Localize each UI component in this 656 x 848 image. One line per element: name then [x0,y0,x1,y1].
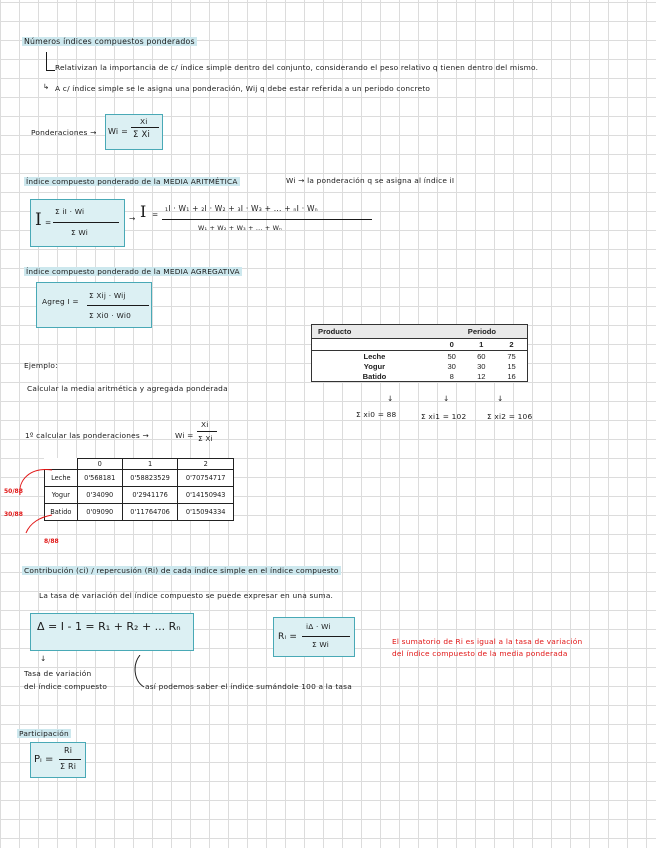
ejemplo-step: 1º calcular las ponderaciones → [25,431,149,440]
sum-period-0: Σ xi0 = 88 [356,410,397,419]
media-agregativa-heading: Índice compuesto ponderado de la MEDIA AGREGATIVA [26,267,240,276]
participacion-den: Σ Ri [60,762,77,771]
bullet-bracket [46,52,55,71]
table-row: Leche 0'568181 0'58823529 0'70754717 [45,470,234,487]
red-note-1: El sumatorio de Ri es igual a la tasa de variación [392,637,583,646]
participacion-formula-box [30,742,86,778]
side-frac-leche: 50/88 [4,488,23,495]
ri-num: iΔ · Wi [306,622,331,631]
label-tasa-2: del índice compuesto [24,682,108,691]
ejemplo-fraction-bar [197,431,217,432]
media-aritmetica-fraction-bar [53,222,119,223]
red-note-2: del índice compuesto de la media ponderada [392,649,568,658]
media-aritmetica-lhs-2: I [140,202,147,221]
producto-periodo-table [311,324,528,382]
label-tasa-1: Tasa de variación [24,669,92,678]
page-title: Números índices compuestos ponderados [24,37,195,46]
media-aritmetica-expanded-bar [162,219,372,220]
side-frac-yogur: 30/88 [4,511,23,518]
bullet-text-2: A c/ índice simple se le asigna una ponderación, Wij q debe estar referida a un periodo concreto [55,84,431,93]
ejemplo-label: Ejemplo: [24,361,58,370]
down-arrow-icon: ↓ [387,394,394,403]
table-row: Yogur 0'34090 0'2941176 0'14150943 [45,487,234,504]
ponderaciones-formula-box [105,114,163,150]
participacion-fraction-bar [59,759,81,760]
period-header: 0 [77,459,122,470]
period-header: 0 [437,339,467,351]
ponderaciones-label: Ponderaciones → [31,128,97,137]
bullet-text-1: Relativizan la importancia de c/ índice simple dentro del conjunto, considerando el peso relativo q tienen dentro del mismo. [55,63,539,72]
side-frac-batido: 8/88 [44,538,59,545]
media-aritmetica-num: Σ iI · Wi [55,207,85,216]
tasa-variacion-formula-box [30,613,194,651]
ponderaciones-table [44,458,234,521]
media-aritmetica-note: Wi → la ponderación q se asigna al índice iI [286,176,455,185]
media-aritmetica-lhs: I [35,210,42,230]
down-arrow-icon: ↓ [443,394,450,403]
table-row: Leche 50 60 75 [363,351,516,361]
contribucion-formula: Δ = I - 1 = R₁ + R₂ + ... Rₙ [37,620,181,633]
ponderaciones-lhs: Wi = [108,127,129,136]
ponderaciones-fraction-bar [131,127,159,128]
ri-fraction-bar [302,636,350,637]
media-agregativa-fraction-bar [87,305,149,306]
period-header: 2 [178,459,234,470]
bullet-arrow-icon: ↳ [43,82,50,91]
media-aritmetica-expanded-den: W₁ + W₂ + W₃ + ... + Wₙ [198,224,282,232]
contribucion-heading: Contribución (ci) / repercusión (Ri) de cada índice simple en el índice compuesto [24,566,339,575]
ri-den: Σ Wi [312,640,330,649]
ponderaciones-num: Xi [140,117,148,126]
ponderaciones-den: Σ Xi [133,130,151,140]
period-header: 1 [466,339,496,351]
ejemplo-formula-den: Σ Xi [198,434,213,443]
ri-lhs: Rᵢ = [278,632,298,642]
media-agregativa-lhs: Agreg I = [42,297,79,306]
media-aritmetica-formula-box: I = Σ iI · Wi Σ Wi [30,199,125,247]
sum-period-2: Σ xi2 = 106 [487,412,533,421]
label-asi: así podemos saber el índice sumándole 100 a la tasa [145,682,352,691]
media-aritmetica-expanded-num: ₁I · W₁ + ₂I · W₂ + ₃I · W₃ + ... + ₙI · Wₙ [165,204,318,213]
participacion-lhs: Pᵢ = [34,754,54,765]
down-arrow-icon: ↓ [40,654,47,663]
ri-formula-box [273,617,355,657]
table-row: Batido 8 12 16 [312,371,528,382]
sum-period-1: Σ xi1 = 102 [421,412,467,421]
media-agregativa-num: Σ Xij · Wij [89,291,126,300]
header-periodo: Periodo [437,325,528,339]
contribucion-text: La tasa de variación del índice compuesto se puede expresar en una suma. [39,591,334,600]
arrow-icon: → [129,214,136,223]
media-aritmetica-den: Σ Wi [71,228,89,237]
down-arrow-icon: ↓ [497,394,504,403]
period-header: 2 [496,339,527,351]
media-aritmetica-heading: Índice compuesto ponderado de la MEDIA ARITMÉTICA [26,177,238,186]
table-row: Batido 0'09090 0'11764706 0'15094334 [45,504,234,521]
period-header: 1 [122,459,178,470]
participacion-num: Ri [64,746,73,755]
media-agregativa-formula-box [36,282,152,328]
ejemplo-formula-num: Xi [201,420,209,429]
media-agregativa-den: Σ Xi0 · Wi0 [89,311,131,320]
ejemplo-formula-lhs: Wi = [175,431,194,440]
table-row: Yogur 30 30 15 [363,361,516,371]
participacion-heading: Participación [19,729,69,738]
header-producto: Producto [312,325,437,339]
ejemplo-task: Calcular la media aritmética y agregada ponderada [27,384,228,393]
